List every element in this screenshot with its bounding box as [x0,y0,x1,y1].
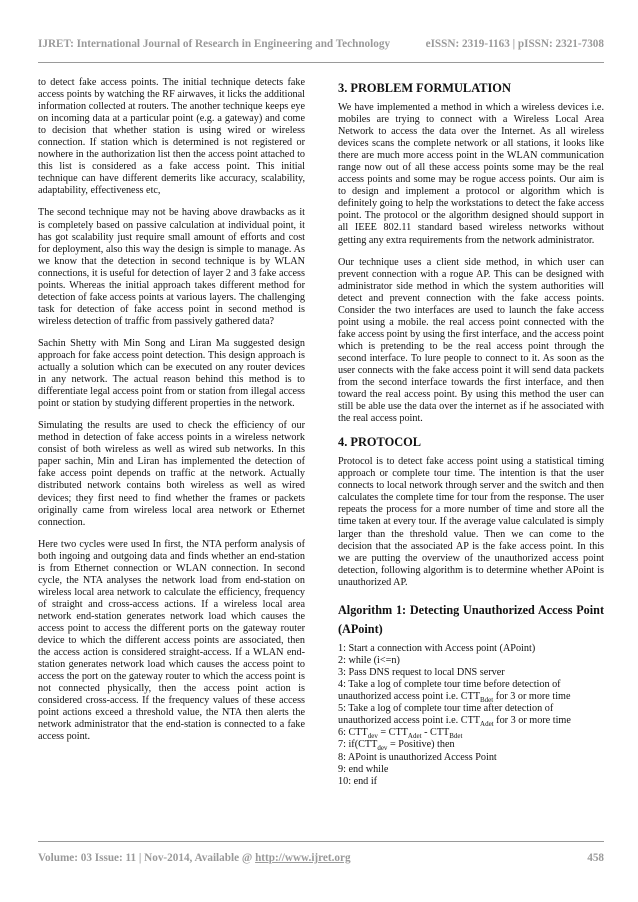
paragraph: The second technique may not be having above drawbacks as it is completely based on passive calculation at individual point, it has got scalability just require small amount of efforts and cost for deployment, also this way the design is simple to manage. As we know that the detection in second technique is by WLAN connections, it is useful for detection of layer 2 and 3 fake access points. Whereas the initial approach takes different method for detection of fake access points at various layers. The challenging task for detection of fake access point in second method is wireless detection of traffic from passively gathered data? [38,207,305,327]
algorithm-line: 6: $CTT_{dev} = CTT_{Adet} - CTT_{Bdet}$ [338,727,463,741]
algorithm-line: 3: Pass DNS request to local DNS server [338,666,505,678]
algorithm-line: unauthorized access point i.e. $CTT_{Bdet}$ for 3 or more time [338,691,571,705]
paragraph: We have implemented a method in which a wireless devices i.e. mobiles are trying to connect with a Wireless Local Area Network to access the data over the Internet. As all wireless devices scans the complete network or all stations, it looks like there are much more access point in the WLAN communication range now out of all these access points some may be the real access points and some may be rogue access points. Our aim is to design and implement a protocol or algorithm which is definitely going to help the workstations to detect the fake access point. The protocol or the algorithm designed should support in all IEEE 802.11 standard based wireless networks without getting any extra requirements from the network administrator. [338,102,604,246]
algorithm-line: 10: end if [338,775,378,787]
algorithm-line: 8: APoint is unauthorized Access Point [338,751,497,763]
footer-divider [38,841,604,842]
paragraph: Here two cycles were used In first, the NTA perform analysis of both ingoing and outgoing data and finds whether an end-station is from Ethernet connection or WLAN connection. In second cycle, the NTA analyses the network load from end-station on wireless local area network to calculate the efficiency, frequency of straight and cross-access actions. If a wireless local area network end-station generates network load which causes the access point to access the different ports on the gateway router device to which the different access points are associated, then the access action is considered straight-access. If a WLAN end-station generates network load which causes the access point to access the port on the gateway router to which the access point is not connected physically, then the access point action is considered cross-access. If the frequency values of these access point actions exceed a threshold value, the NTA then alerts the network administrator that the end-station is connected to a fake access point. [38,538,305,743]
left-column [38,77,305,753]
journal-title: IJRET: International Journal of Research in Engineering and Technology [38,38,391,50]
paragraph: Our technique uses a client side method, in which user can prevent connection with a rogue AP. This can be designed with administrator side method in which the system authorities will detect and prevent connection with the fake access points. Consider the two interfaces are used to launch the fake access point using a mobile. the real access point connected with the fake access point by using the first interface, and the access point which is pretending to be the real access point through the second interface. To lure people to connect to it. As soon as the user connects with the fake access point it will send data packets from the second interface towards the first interface, and then toward the real access point. By using this method the user can still be able use the data over the internet as if he associated with the real access point. [338,256,604,425]
algorithm-line: 4: Take a log of complete tour time before detection of [338,679,561,691]
section-heading-problem-formulation: 3. PROBLEM FORMULATION [338,81,511,95]
footer-volume: Volume: 03 Issue: 11 | Nov-2014, Available @ http://www.ijret.org [38,852,351,864]
paragraph: Protocol is to detect fake access point using a statistical timing approach or complete tour time. The intention is that the user connects to local network through server and the switch and then calculates the complete time for tour from the response. The user repeats the process for a more number of time and store all the time taken at every tour. If the average value calculated is simply larger than the threshold value. Then we can come to the decision that the associated AP is the fake access point. In this we are putting the overview of the unauthorized access point detection, following algorithm is to determine whether APoint is unauthorized AP. [338,456,604,588]
algorithm-title: Algorithm 1: Detecting Unauthorized Access Point (APoint) [338,602,604,636]
paragraph: to detect fake access points. The initial technique detects fake access points by watching the RF airwaves, it licks the additional information collected at routers. The another technique keeps eye on incoming data at a particular point (e.g. a gateway) and come to decision that whether station is using wired or wireless connection. If station which is determined is not registered or nowhere in the authorization list then the access point attached to this list is considered as a fake access point. This initial technique can have different demerits like accuracy, scalability, adaptability, effectiveness etc, [38,77,305,197]
algorithm-line: 9: end while [338,763,389,775]
algorithm-line: unauthorized access point i.e. $CTT_{Adet}$ for 3 or more time [338,715,571,729]
paragraph: Simulating the results are used to check the efficiency of our method in detection of fake access points in a wireless network consist of both wireless as well as wired sub networks. In this paper sachin, Min and Liran has implemented the detection of fake access point depends on traffic at the network. Actually distributed network contains both wireless as well as wired devices; they first need to find whether the frames or packets originally came from wireless local area network or Ethernet connection. [38,420,305,528]
header-divider [38,62,604,63]
section-heading-protocol: 4. PROTOCOL [338,435,422,450]
algorithm-line: 2: while (i<=n) [338,654,400,666]
issn-text: eISSN: 2319-1163 | pISSN: 2321-7308 [425,38,604,50]
page-number: 458 [587,852,604,864]
algorithm-line: 5: Take a log of complete tour time after detection of [338,703,554,715]
page-footer [38,852,604,864]
right-column [338,77,604,788]
algorithm-listing [338,643,604,788]
journal-link[interactable]: http://www.ijret.org [255,852,351,864]
page-header [38,38,604,50]
algorithm-line: 1: Start a connection with Access point (APoint) [338,642,536,654]
paragraph: Sachin Shetty with Min Song and Liran Ma suggested design approach for fake access point detection. This design approach is actually a solution which can be executed on any router devices in any network. The actual reason behind this method is to differentiate legal access point from or station from illegal access point or station by studying different properties in the network. [38,337,305,410]
algorithm-line: 7: $if(CTT_{dev}$ = Positive) then [338,739,455,753]
